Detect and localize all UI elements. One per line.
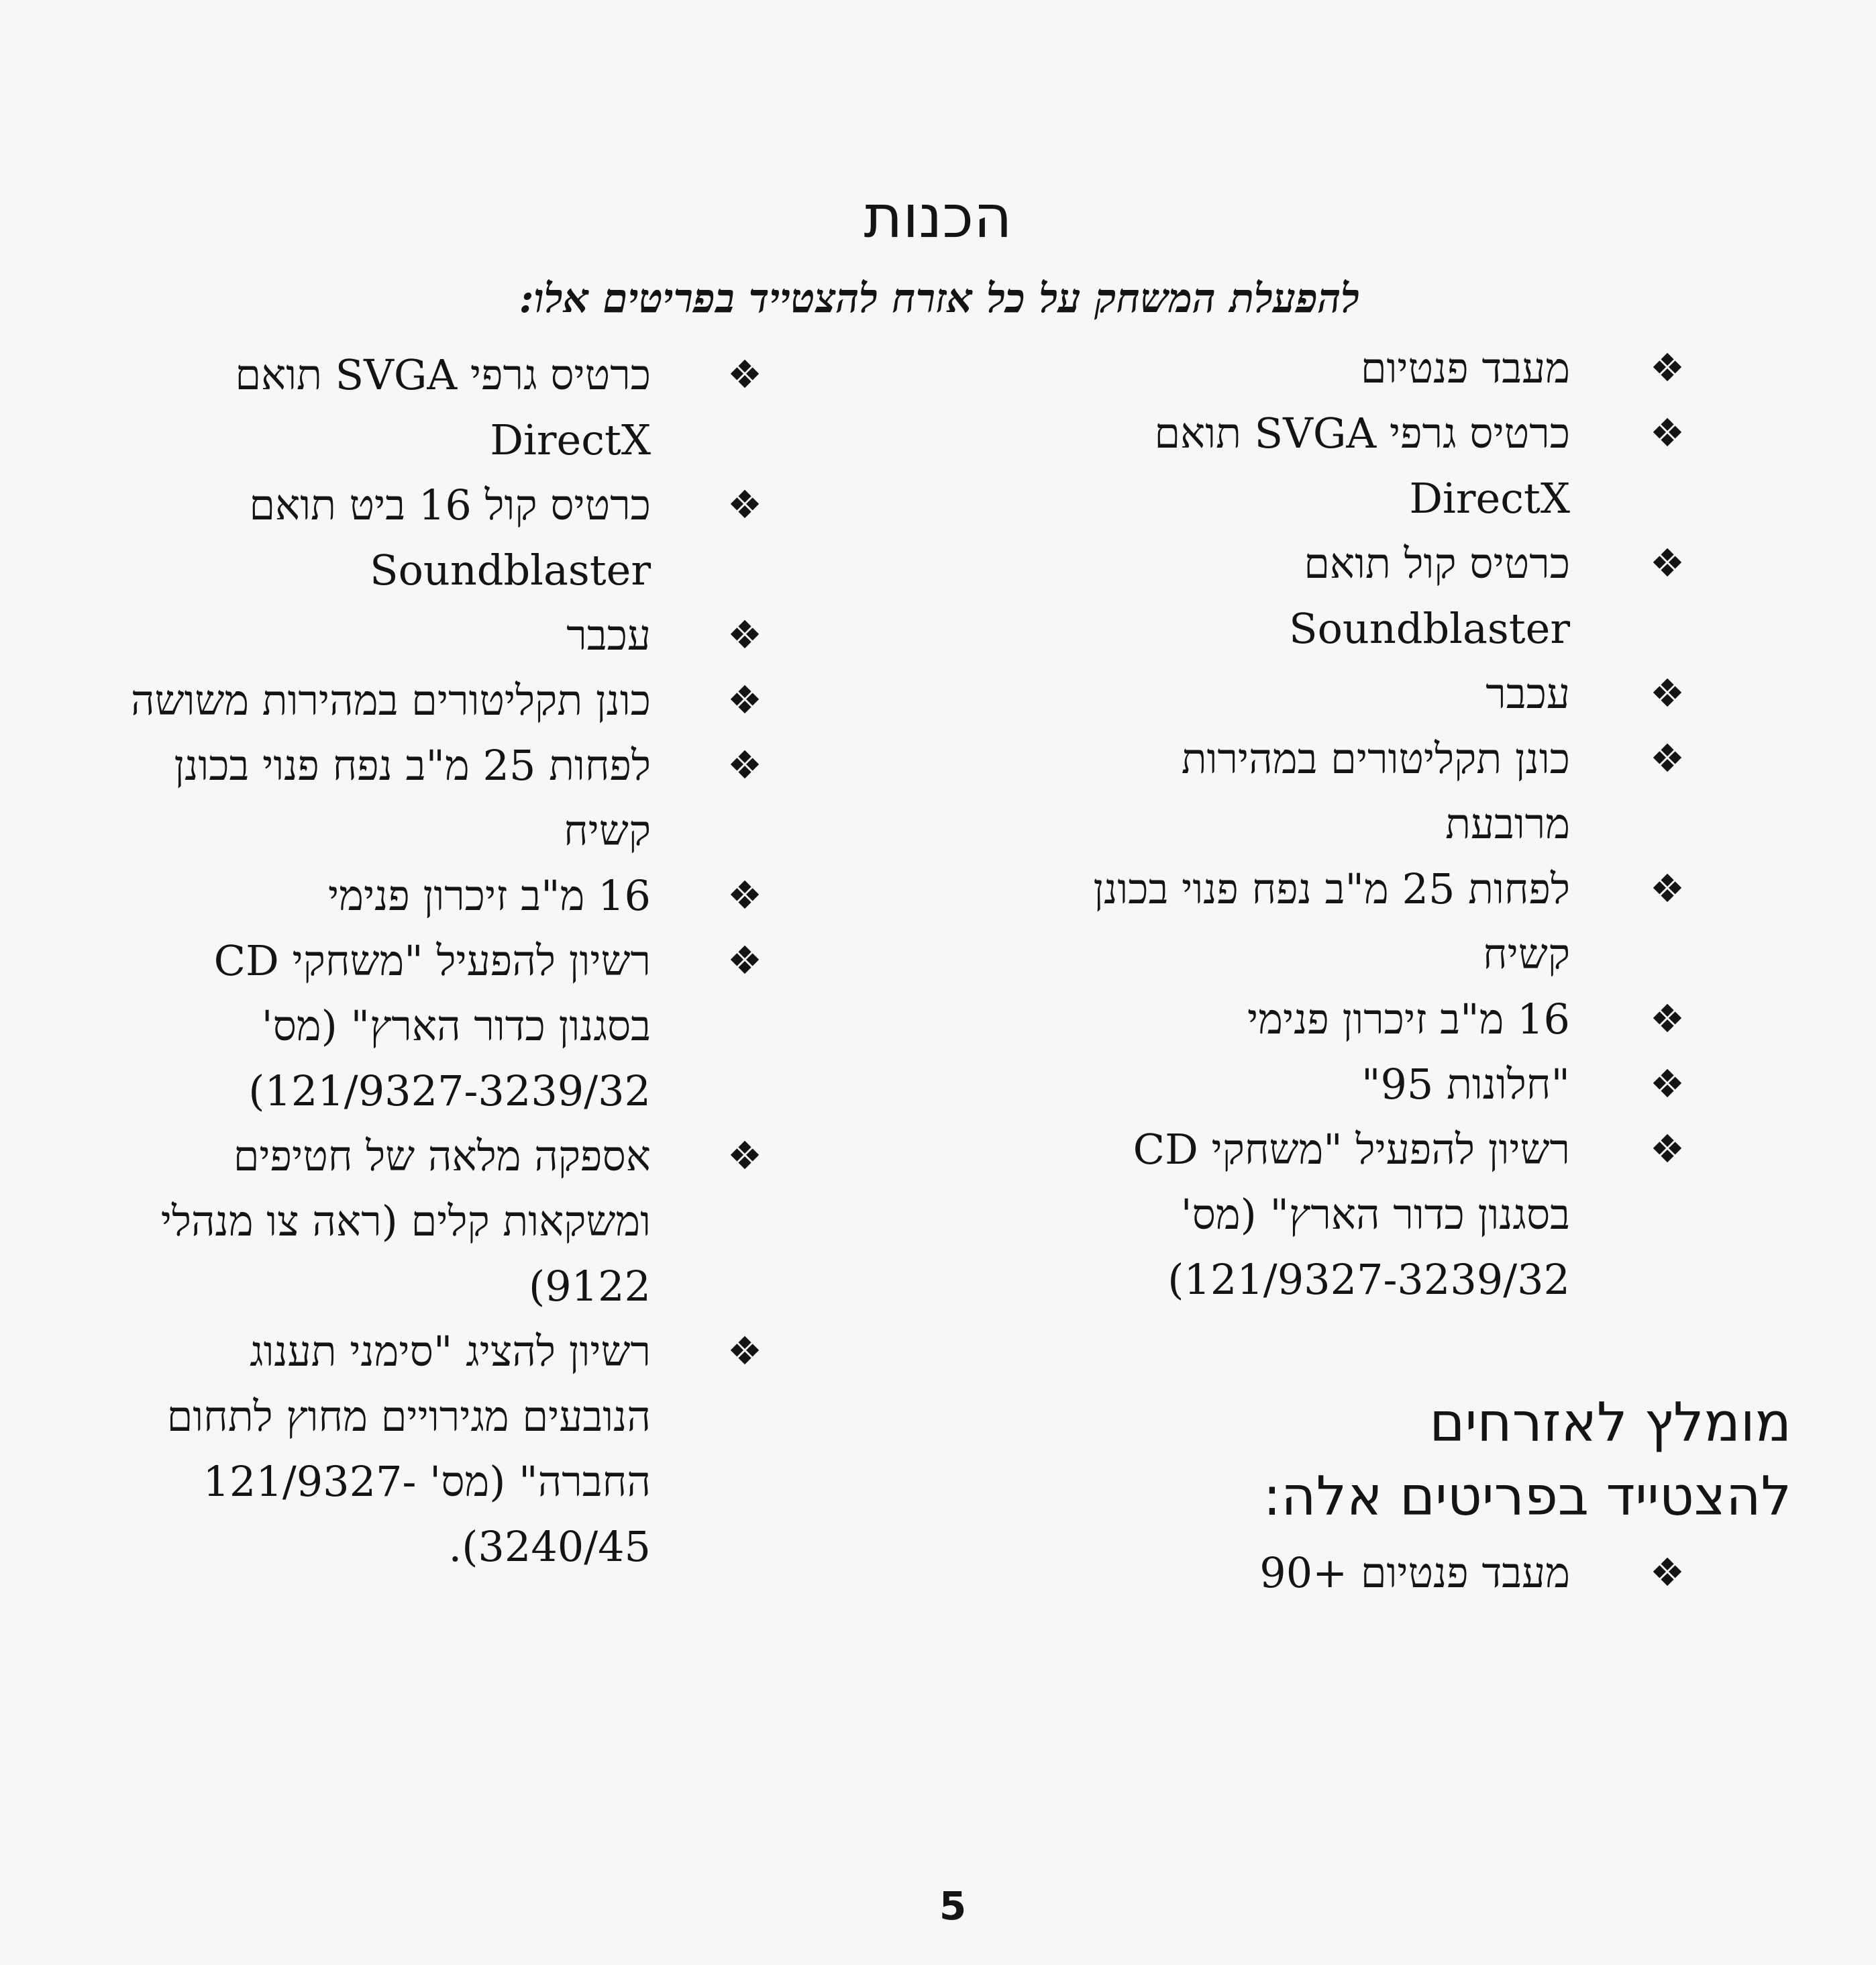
list-item: [121, 733, 775, 863]
diamond-bullet-icon: ❖: [1650, 996, 1685, 1042]
diamond-bullet-icon: ❖: [727, 938, 762, 983]
list-item: [1047, 401, 1698, 531]
list-item: [1047, 726, 1698, 856]
diamond-bullet-icon: ❖: [727, 677, 762, 723]
diamond-bullet-icon: ❖: [1650, 1550, 1685, 1595]
list-item: [1047, 1540, 1698, 1605]
list-item: [1047, 336, 1698, 401]
list-item: [121, 668, 775, 733]
list-item-text: 16 מ"ב זיכרון פנימי: [1247, 995, 1570, 1044]
list-item-text: כרטיס קול תואם Soundblaster: [1289, 539, 1570, 653]
list-item: [1047, 1117, 1698, 1312]
list-item: [121, 928, 775, 1123]
list-item: [1047, 531, 1698, 661]
list-item-text: מעבד פנטיום +90: [1259, 1548, 1570, 1597]
list-item-text: רשיון להפעיל "משחקי CD בסגנון כדור הארץ" (מס' 121/9327-3239/32): [213, 936, 651, 1115]
list-item-text: כרטיס גרפי SVGA תואם DirectX: [235, 350, 651, 464]
list-item-text: רשיון להציג "סימני תענוג הנובעים מגירויים מחוץ לתחום החברה" (מס' 121/9327-3240/45).: [166, 1327, 651, 1571]
right-column: [1047, 336, 1791, 1605]
requirements-list-right: [1047, 336, 1698, 1312]
list-item-text: אספקה מלאה של חטיפים ומשקאות קלים (ראה צו מנהלי 9122): [160, 1131, 651, 1311]
diamond-bullet-icon: ❖: [1650, 540, 1685, 586]
recommended-heading: מומלץ לאזרחים להצטייד בפריטים אלה:: [1263, 1391, 1791, 1527]
diamond-bullet-icon: ❖: [1650, 1126, 1685, 1172]
list-item: [121, 1123, 775, 1319]
diamond-bullet-icon: ❖: [727, 742, 762, 788]
diamond-bullet-icon: ❖: [727, 872, 762, 918]
list-item: [121, 472, 775, 603]
list-item-text: כרטיס גרפי SVGA תואם DirectX: [1154, 409, 1570, 523]
list-item-text: "חלונות 95": [1361, 1060, 1570, 1109]
diamond-bullet-icon: ❖: [727, 1328, 762, 1374]
page-subtitle: להפעלת המשחק על כל אזרח להצטייד בפריטים אלו:: [519, 275, 1360, 322]
list-item: [121, 863, 775, 928]
page-title: הכנות: [864, 182, 1012, 251]
list-item: [121, 603, 775, 668]
page-number: 5: [939, 1883, 967, 1929]
list-item-text: כונן תקליטורים במהירות מרובעת: [1181, 734, 1570, 848]
diamond-bullet-icon: ❖: [727, 1133, 762, 1178]
diamond-bullet-icon: ❖: [727, 612, 762, 658]
left-column: [121, 342, 775, 1579]
requirements-list-left: [121, 342, 775, 1579]
list-item-text: כרטיס קול 16 ביט תואם Soundblaster: [249, 481, 651, 595]
diamond-bullet-icon: ❖: [1650, 670, 1685, 716]
list-item-text: כונן תקליטורים במהירות משושה: [131, 676, 651, 725]
diamond-bullet-icon: ❖: [1650, 345, 1685, 391]
list-item-text: לפחות 25 מ"ב נפח פנוי בכונן קשיח: [174, 741, 651, 855]
list-item-text: עכבר: [1486, 669, 1570, 718]
list-item: [1047, 987, 1698, 1052]
list-item: [1047, 661, 1698, 726]
recommended-list: [1047, 1540, 1698, 1605]
list-item: [1047, 1052, 1698, 1117]
list-item-text: מעבד פנטיום: [1360, 344, 1570, 393]
list-item-text: רשיון להפעיל "משחקי CD בסגנון כדור הארץ" (מס' 121/9327-3239/32): [1133, 1125, 1570, 1304]
diamond-bullet-icon: ❖: [1650, 866, 1685, 911]
diamond-bullet-icon: ❖: [1650, 410, 1685, 456]
list-item: [1047, 856, 1698, 987]
list-item-text: עכבר: [566, 611, 651, 660]
diamond-bullet-icon: ❖: [1650, 1061, 1685, 1107]
list-item: [121, 342, 775, 472]
diamond-bullet-icon: ❖: [1650, 736, 1685, 781]
diamond-bullet-icon: ❖: [727, 482, 762, 527]
list-item-text: לפחות 25 מ"ב נפח פנוי בכונן קשיח: [1093, 864, 1570, 978]
list-item-text: 16 מ"ב זיכרון פנימי: [327, 871, 651, 920]
diamond-bullet-icon: ❖: [727, 352, 762, 397]
list-item: [121, 1319, 775, 1579]
